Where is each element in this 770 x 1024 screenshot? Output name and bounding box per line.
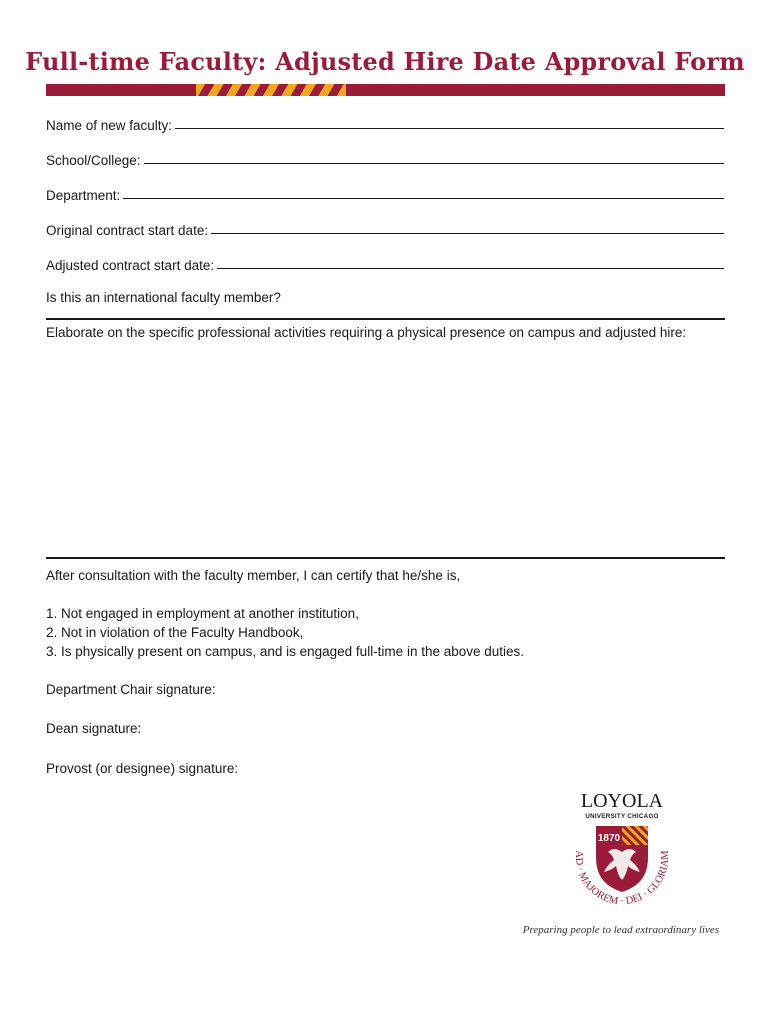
- school-field[interactable]: [46, 148, 724, 168]
- name-field[interactable]: [46, 113, 724, 133]
- name-line[interactable]: [175, 128, 724, 129]
- adjusted-date-line[interactable]: [217, 268, 724, 269]
- form-title: Full-time Faculty: Adjusted Hire Date Approval Form: [25, 47, 745, 76]
- elaborate-prompt: Elaborate on the specific professional activities requiring a physical presence on campus and adjusted hire:: [46, 325, 687, 340]
- school-label: School/College:: [46, 153, 141, 168]
- department-line[interactable]: [123, 198, 724, 199]
- school-line[interactable]: [144, 163, 724, 164]
- loyola-logo: [566, 788, 678, 918]
- original-date-label: Original contract start date:: [46, 223, 209, 238]
- crest-year: 1870: [597, 833, 621, 844]
- logo-subname: UNIVERSITY CHICAGO: [585, 813, 659, 820]
- condition-item: 3. Is physically present on campus, and is engaged full-time in the above duties.: [46, 644, 525, 659]
- section-divider: [46, 557, 725, 559]
- international-question: Is this an international faculty member?: [46, 290, 281, 305]
- section-divider: [46, 318, 725, 320]
- original-date-field[interactable]: [46, 218, 724, 238]
- crest-icon: [596, 826, 648, 892]
- chair-signature-label: Department Chair signature:: [46, 682, 216, 697]
- header-stripes: [196, 84, 346, 96]
- adjusted-date-label: Adjusted contract start date:: [46, 258, 215, 273]
- logo-name: LOYOLA: [580, 790, 664, 812]
- certify-intro: After consultation with the faculty member, I can certify that he/she is,: [46, 568, 461, 583]
- department-field[interactable]: [46, 183, 724, 203]
- adjusted-date-field[interactable]: [46, 253, 724, 273]
- original-date-line[interactable]: [211, 233, 724, 234]
- dean-signature-label: Dean signature:: [46, 721, 142, 736]
- department-label: Department:: [46, 188, 121, 203]
- condition-item: 2. Not in violation of the Faculty Handbook,: [46, 625, 304, 640]
- logo-motto: AD · MAJOREM · DEI · GLORIAM: [572, 850, 672, 908]
- header-bar: [46, 84, 725, 96]
- condition-item: 1. Not engaged in employment at another institution,: [46, 606, 359, 621]
- name-label: Name of new faculty:: [46, 118, 173, 133]
- logo-tagline: Preparing people to lead extraordinary lives: [522, 924, 719, 936]
- provost-signature-label: Provost (or designee) signature:: [46, 761, 239, 776]
